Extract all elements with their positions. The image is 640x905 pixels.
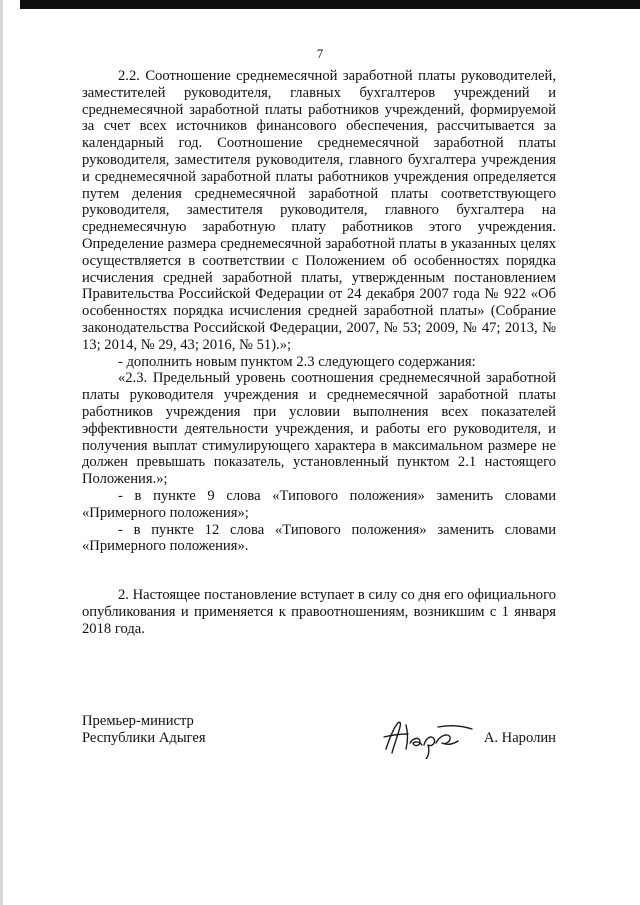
paragraph-add-2-3: - дополнить новым пунктом 2.3 следующего содержания: — [118, 353, 476, 370]
paragraph-effective-date: 2. Настоящее постановление вступает в силу со дня его официального опубликования и применяется к правоотношениям, возникшим с 1 января 2018 года. — [82, 587, 556, 637]
signature-block — [82, 713, 556, 773]
signer-position-line-2: Республики Адыгея — [82, 730, 206, 746]
signer-position — [82, 713, 206, 747]
paragraph-item-9: - в пункте 9 слова «Типового положения» заменить словами «Примерного положения»; — [82, 487, 556, 521]
document-body — [82, 68, 556, 638]
paragraph-2-2: 2.2. Соотношение среднемесячной заработной платы руководителей, заместителей руководителя, главных бухгалтеров учреждений и среднемесячной заработной платы работников учреждений, формируемой за счет всех источников финансового обеспечения, рассчитывается за календарный год. Соотношение среднемесячной заработной платы руководителя, заместителя руководителя, главного бухгалтера учреждения и среднемесячной заработной платы работников учреждения определяется путем деления среднемесячной заработной платы соответствующего руководителя, заместителя руководителя, главного бухгалтера на среднемесячную заработную плату работников этого учреждения. Определение размера среднемесячной заработной платы в указанных целях осуществляется в соответствии с Положением об особенностях порядка исчисления средней заработной платы, утвержденным постановлением Правительства Российской Федерации от 24 декабря 2007 года № 922 «Об особенностях порядка исчисления средней заработной платы» (Собрание законодательства Российской Федерации, 2007, № 53; 2009, № 47; 2013, № 13; 2014, № 29, 43; 2016, № 51).»; — [82, 68, 556, 353]
page-number: 7 — [316, 46, 324, 61]
paragraph-item-12: - в пункте 12 слова «Типового положения» заменить словами «Примерного положения». — [82, 521, 556, 555]
paragraph-gap — [82, 555, 556, 587]
paragraph-2-3: «2.3. Предельный уровень соотношения среднемесячной заработной платы руководителя учреждения и среднемесячной заработной платы работников учреждения при условии выполнения всех показателей эффективности деятельности учреждения, и работы его руководителя, и получения выплат стимулирующего характера в максимальном размере не должен превышать показатель, установленный пунктом 2.1 настоящего Положения.»; — [82, 370, 556, 488]
scan-top-border — [20, 0, 640, 9]
handwritten-signature — [378, 715, 474, 759]
signer-position-line-1: Премьер-министр — [82, 713, 194, 729]
signer-name: А. Наролин — [483, 730, 556, 746]
scan-left-edge — [0, 0, 3, 905]
